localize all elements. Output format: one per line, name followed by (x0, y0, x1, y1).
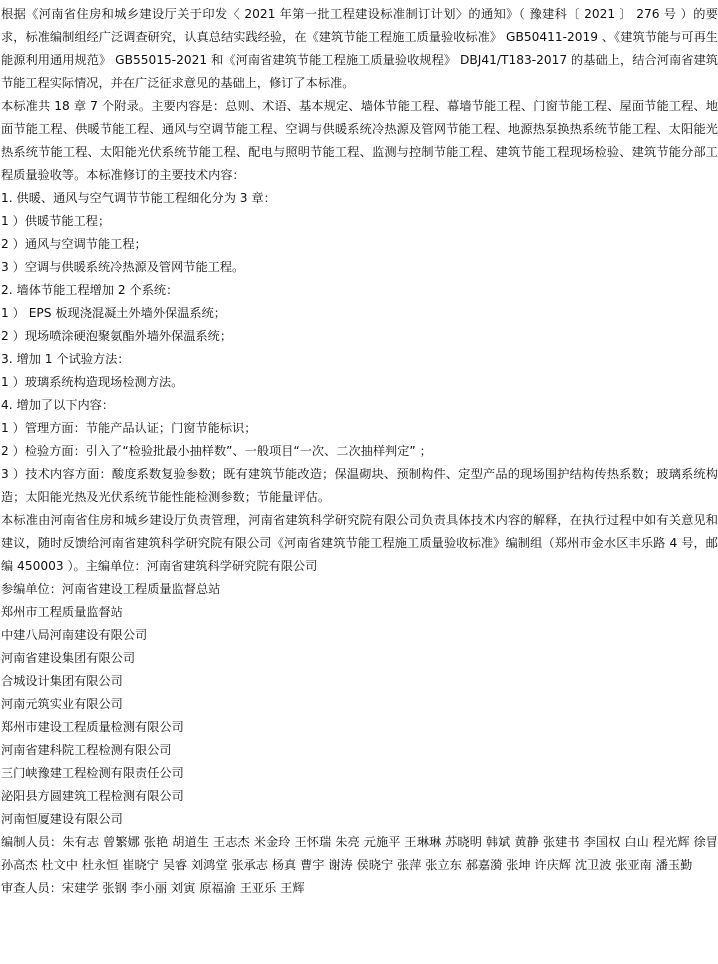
unit-item: 合城设计集团有限公司 (1, 674, 123, 688)
unit-item: 河南省建科院工程检测有限公司 (1, 743, 172, 757)
unit-item: 中建八局河南建设有限公司 (1, 628, 148, 642)
list-item: 1 ）玻璃系统构造现场检测方法。 (1, 375, 184, 389)
intro-paragraph: 根据《河南省住房和城乡建设厅关于印发〈 2021 年第一批工程建设标准制订计划〉的通知》（ 豫建科〔 2021 〕 276 号 ）的要求，标准编制组经广泛调查研究，认真总结实践经验，在《建筑节能工程施工质量验收标准》 GB50411-2019 、《建筑节能与可再生能源利用通用规范》 GB55015-2021 和《河南省建筑节能工程施工质量验收规程》 DBJ41/T183-2017 的基础上，结合河南省建筑节能工程实际情况，并在广泛征求意见的基础上，修订了本标准。 (1, 7, 718, 90)
list-item: 2 ）检验方面：引入了“检验批最小抽样数”、一般项目“一次、二次抽样判定” ； (1, 444, 432, 458)
list-item: 1 ）供暖节能工程； (1, 214, 111, 228)
list-item: 3 ）技术内容方面：酸度系数复验参数；既有建筑节能改造；保温砌块、预制构件、定型产品的现场围护结构传热系数；玻璃系统构造；太阳能光热及光伏系统节能性能检测参数；节能量评估。 (1, 467, 718, 504)
unit-item: 郑州市工程质量监督站 (1, 605, 123, 619)
unit-item: 河南元筑实业有限公司 (1, 697, 123, 711)
participating-units-label: 参编单位：河南省建设工程质量监督总站 (1, 582, 221, 596)
unit-item: 三门峡豫建工程检测有限责任公司 (1, 766, 184, 780)
reviewers-paragraph: 审查人员：宋建学 张钢 李小丽 刘寅 原福渝 王亚乐 王辉 (1, 881, 305, 895)
list-heading: 4. 增加了以下内容： (1, 398, 115, 412)
unit-item: 郑州市建设工程质量检测有限公司 (1, 720, 184, 734)
list-item: 1 ）管理方面：节能产品认证；门窗节能标识； (1, 421, 257, 435)
unit-item: 河南恒厦建设有限公司 (1, 812, 123, 826)
list-item: 2 ）现场喷涂硬泡聚氨酯外墙外保温系统； (1, 329, 233, 343)
list-item: 2 ）通风与空调节能工程； (1, 237, 147, 251)
list-item: 1 ） EPS 板现浇混凝土外墙外保温系统； (1, 306, 226, 320)
list-heading: 1. 供暖、通风与空气调节节能工程细化分为 3 章： (1, 191, 276, 205)
list-heading: 2. 墙体节能工程增加 2 个系统： (1, 283, 179, 297)
unit-item: 泌阳县方圆建筑工程检测有限公司 (1, 789, 184, 803)
list-item: 3 ）空调与供暖系统冷热源及管网节能工程。 (1, 260, 245, 274)
drafters-paragraph: 编制人员：朱有志 曾繁娜 张艳 胡道生 王志杰 米金玲 王怀瑞 朱亮 元施平 王琳琳 苏晓明 韩斌 黄静 张建书 李国权 白山 程光辉 徐冒 孙高杰 杜文中 杜永恒 崔晓宁 吴睿 刘鸿堂 张承志 杨真 曹宇 谢涛 侯晓宁 张萍 张立东 郝嘉漪 张坤 许庆辉 沈卫波 张亚南 潘玉勤 (1, 835, 718, 872)
management-paragraph: 本标准由河南省住房和城乡建设厅负责管理，河南省建筑科学研究院有限公司负责具体技术内容的解释，在执行过程中如有关意见和建议，随时反馈给河南省建筑科学研究院有限公司《河南省建筑节能工程施工质量验收标准》编制组（郑州市金水区丰乐路 4 号，邮编 450003 ）。主编单位：河南省建筑科学研究院有限公司 (1, 513, 718, 573)
list-heading: 3. 增加 1 个试验方法： (1, 352, 130, 366)
scope-paragraph: 本标准共 18 章 7 个附录。主要内容是：总则、术语、基本规定、墙体节能工程、幕墙节能工程、门窗节能工程、屋面节能工程、地面节能工程、供暖节能工程、通风与空调节能工程、空调与供暖系统冷热源及管网节能工程、地源热泵换热系统节能工程、太阳能光热系统节能工程、太阳能光伏系统节能工程、配电与照明节能工程、监测与控制节能工程、建筑节能工程现场检验、建筑节能分部工程质量验收等。本标准修订的主要技术内容： (1, 99, 718, 182)
unit-item: 河南省建设集团有限公司 (1, 651, 136, 665)
